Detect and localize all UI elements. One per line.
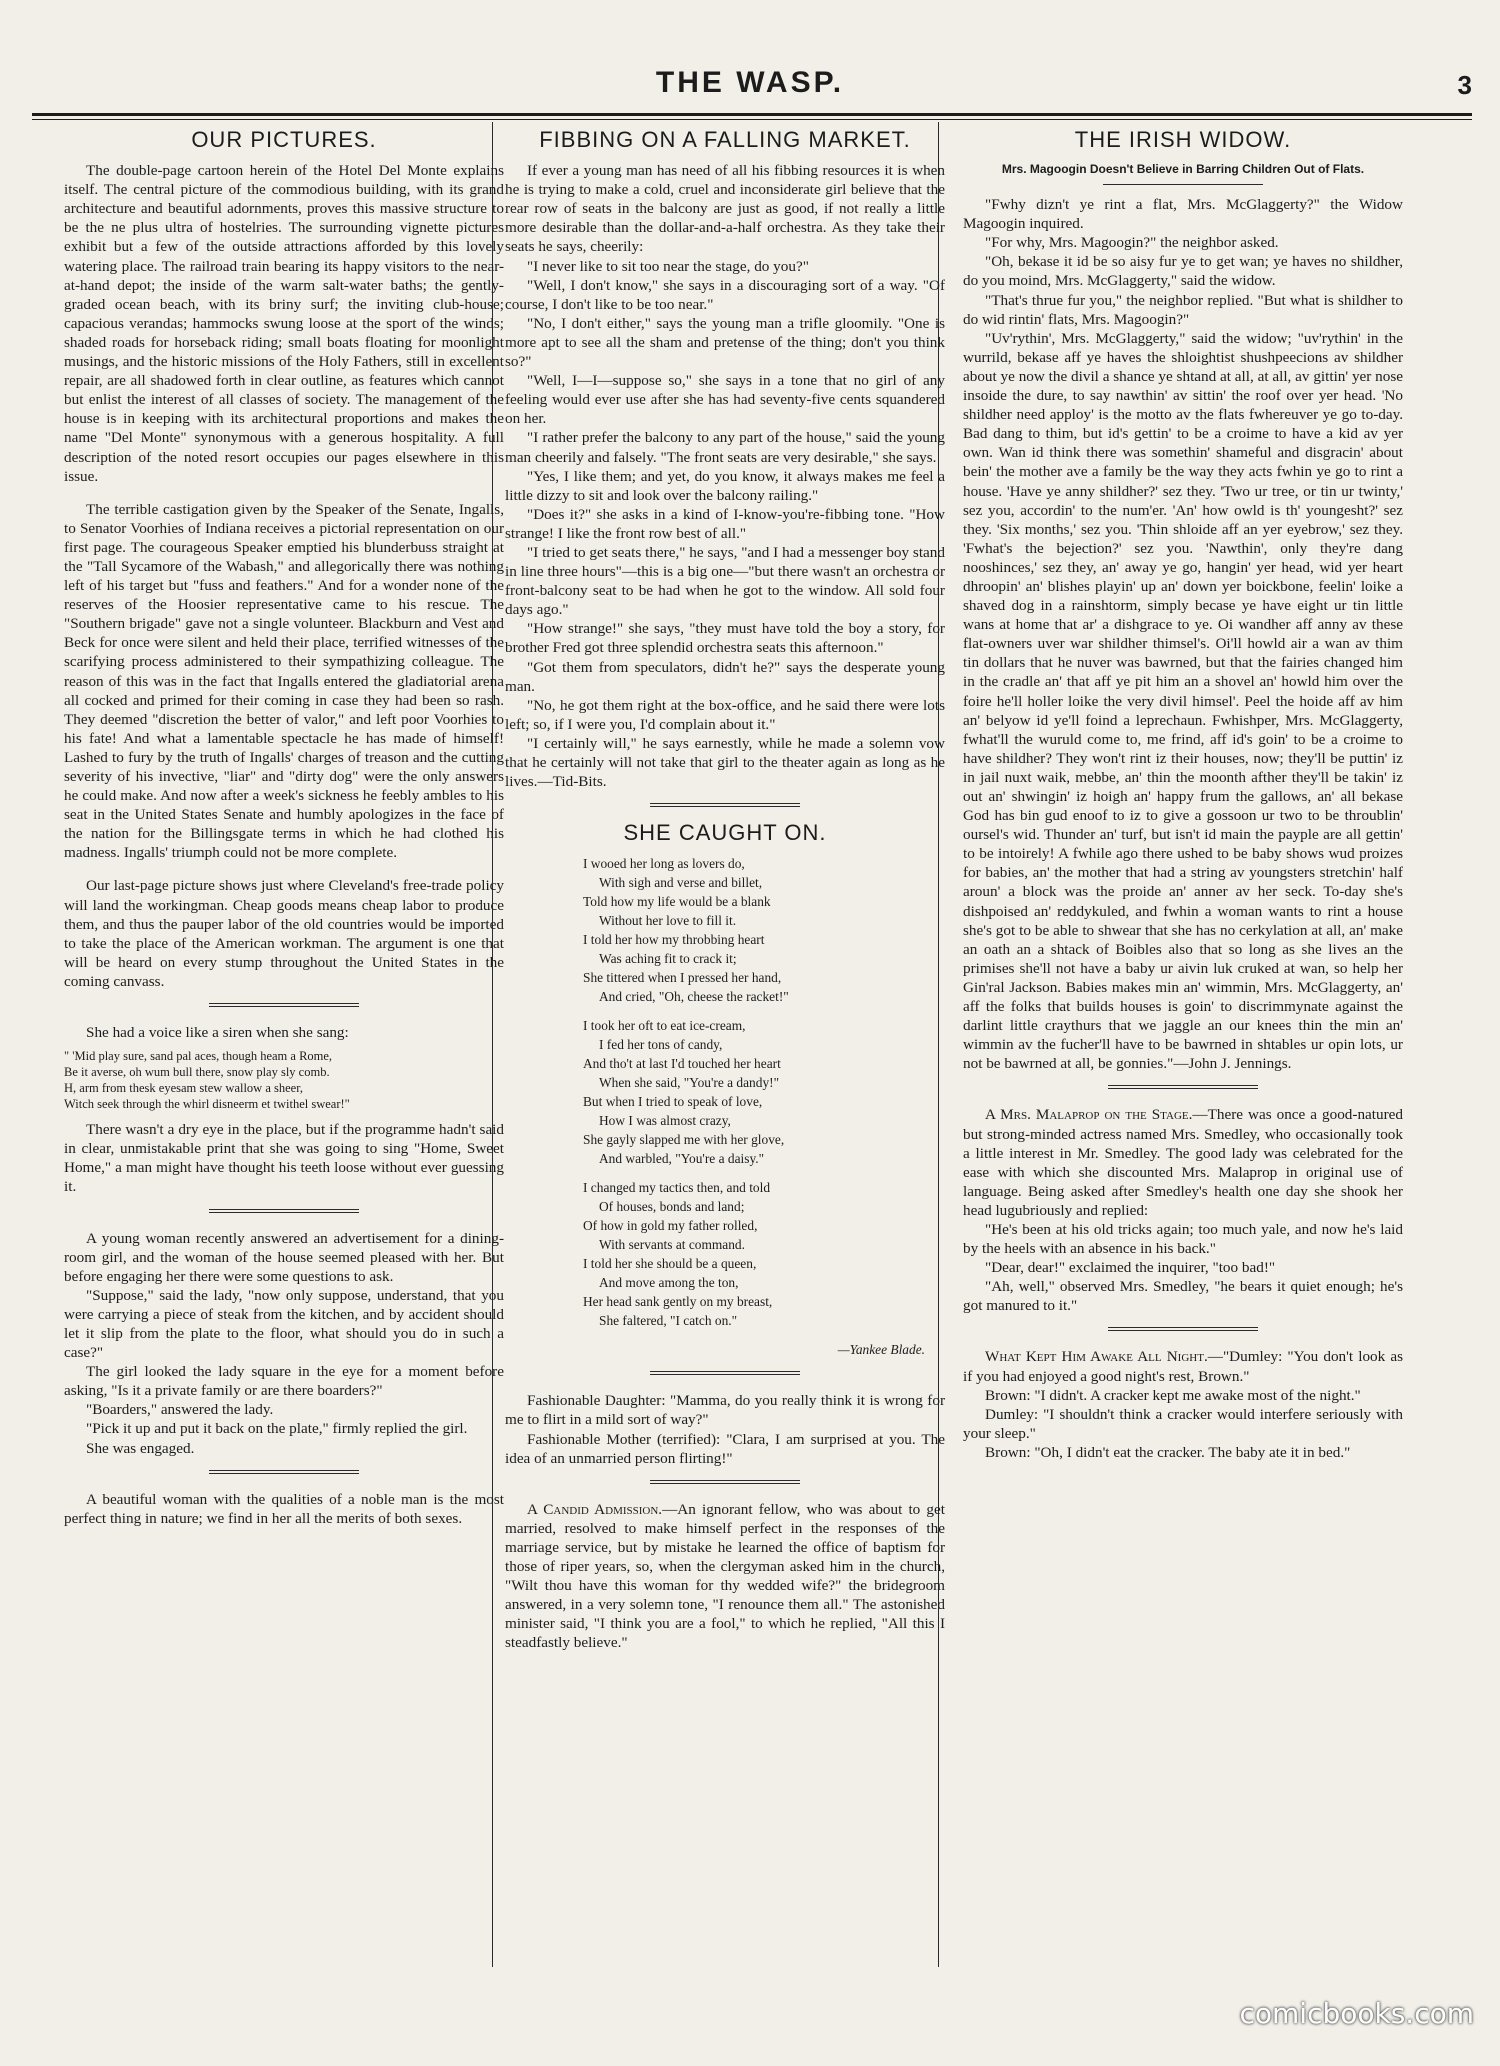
- section-divider: [209, 1209, 359, 1213]
- paragraph: "Well, I—I—suppose so," she says in a tone that no girl of any feeling would ever use after she has had seventy-five cents squandered on her.: [505, 372, 945, 428]
- section-divider: [1108, 1327, 1258, 1331]
- siren-verse: [64, 1048, 504, 1112]
- paragraph: Fashionable Mother (terrified): "Clara, I am surprised at you. The idea of an unmarried person flirting!": [505, 1430, 945, 1467]
- section-divider: [209, 1470, 359, 1474]
- paragraph-body: —An ignorant fellow, who was about to get married, resolved to make himself perfect in the responses of the marriage service, but by mistake he learned the office of baptism for those of riper years, so, when the clergyman asked him in the church, "Wilt thou have this woman for thy wedded wife?" the bridegroom answered, in a very solemn tone, "I renounce them all." The astonished minister said, "I think you are a fool," to which he replied, "All this I steadfastly believe.": [505, 1500, 945, 1652]
- verse-line: Witch seek through the whirl disneerm et twithel swear!": [64, 1097, 350, 1112]
- paragraph: "Suppose," said the lady, "now only suppose, understand, that you were carrying a piece of steak from the kitchen, and by accident should let it slip from the plate to the floor, what should you do in such a case?": [64, 1286, 504, 1362]
- paragraph: "How strange!" she says, "they must have told the boy a story, for brother Fred got three splendid orchestra seats this afternoon.": [505, 620, 945, 657]
- poem-line: But when I tried to speak of love,: [583, 1094, 763, 1110]
- poem-line: When she said, "You're a dandy!": [599, 1075, 780, 1091]
- poem-line: I fed her tons of candy,: [599, 1037, 723, 1053]
- paragraph-body: —"Dumley: "You don't look as if you had enjoyed a good night's rest, Brown.": [963, 1348, 1403, 1385]
- paragraph: [963, 1105, 1403, 1220]
- verse-line: H, arm from thesk eyesam stew wallow a sheer,: [64, 1081, 304, 1096]
- poem-stanza: [583, 854, 945, 1006]
- section-divider: [1108, 1085, 1258, 1089]
- poem-attribution: —Yankee Blade.: [837, 1342, 925, 1358]
- poem-line: She tittered when I pressed her hand,: [583, 970, 782, 986]
- paragraph: "For why, Mrs. Magoogin?" the neighbor asked.: [985, 234, 1279, 252]
- poem-line: I wooed her long as lovers do,: [583, 856, 745, 872]
- paragraph: "Pick it up and put it back on the plate," firmly replied the girl.: [86, 1420, 468, 1438]
- paragraph: "Uv'rythin', Mrs. McGlaggerty," said the widow; "uv'rythin' in the wurrild, bekase aff ye haves the shloightist shushpeecions av shildher about ye now the divil a shance ye shtand at all, at all, av gittin' yer nose insoide the dure, to say nawthin' av sittin' the roof over yer head. 'No shildher need apploy' is the motto av the flats fwhereuver ye go to-day. Bad dang to thim, but id's gettin' to be a croime to have a kid av yer own. Wan id think there was somethin' shameful and disgracin' about bein' the mother ave a family be the way they acts fwhin ye go to rint a house. 'Have ye anny shildher?' sez they. 'Two ur tree, or tin ur twinty,' sez you, accordin' to the num'er. 'An' how owld is th' youngesht?' sez they. 'Six months,' sez you. 'Thin shloide aff an yer eyebrow,' sez they. 'Fwhat's the bejection?' sez you. 'Nawthin', only they're dang nooshinces,' sez they, an' away ye go, hangin' yer head, wid yer heart dhroopin' an' blishes playin' up an' down yer boickbone, feelin' loike a shaved dog in a rainshtorm, simply becase ye have eight ur tin little wans at home that ar' a dishgrace to ye. Oi wandher aff anny av these flat-owners uver war shildher thimsel's. Oi'll howld air a wan av thim tin dollars that he nuver was bawrned, but that the fairies changed him in the cradle an' that aff ye pit him an a shovel an' howld him over the foire he'll holler loike the very divil himsel'. Peel the hoide aff av him an' belyow id ye'll foind a leprechaun. Fwhishper, Mrs. McGlaggerty, fwhat'll the wuruld come to, me frind, aff id's goin' to be a croime to have shildher? They won't rint iz their houses, now; they'll be puttin' iz in jail nuxt waik, mebbe, an' thin the moonth afther they'll be takin' iz out an' shwingin' iz hoigh an' happy frum the gallows, an' all bekase God has bin gud enoof to iz to give a gossoon ur two to be throublin' oursel's wid. Thunder an' turf, but isn't id main the payple are all gettin' to be intoirely! A fwhile ago there ushed to be baby shows wud proizes for babies, an' the mother that had a string av youngsters stretchin' half aroun' a block was the proide an' anner av her seck. To-day she's dishpoised an' reddykuled, and fwhin a woman wants to rint a house she's got to be able to shwear that she has no cerkylation at all, an' make an oath an a shtack of Boibles also that so long as she lives an the primises she'll not have a baby ur aivin luk cruked at wan, so help her Gin'ral Jackson. Babies makes min an' wimmin, Mrs. McGlaggerty, an' aff the folks that builds houses is goin' to discrimmynate against the darlint little craythurs that we jaggle an our knees thin the min an' wimmin av the fucher'll have to be bawrned in shtables ur opin lots, ur not be bawrned at all, be gonnies."—John J. Jennings.: [963, 329, 1403, 1073]
- paragraph: A beautiful woman with the qualities of a noble man is the most perfect thing in nature; we find in her all the merits of both sexes.: [64, 1490, 504, 1527]
- poem-line: She gayly slapped me with her glove,: [583, 1132, 785, 1148]
- paragraph: [505, 1500, 945, 1653]
- poem-line: How I was almost crazy,: [599, 1113, 731, 1129]
- paragraph: Our last-page picture shows just where Cleveland's free-trade policy will land the workingman. Cheap goods means cheap labor to produce them, and thus the pauper labor of the old countries would be imported to take the place of the American workman. The argument is one that will be heard on every stump throughout the United States in the coming canvass.: [64, 877, 504, 990]
- poem-line: And cried, "Oh, cheese the racket!": [599, 989, 789, 1005]
- site-watermark: comicbooks.com: [1239, 1997, 1474, 2030]
- run-in-title: What Kept Him Awake All Night.: [985, 1348, 1208, 1366]
- paragraph: [963, 1347, 1403, 1385]
- paragraph: Brown: "Oh, I didn't eat the cracker. The baby ate it in bed.": [985, 1443, 1351, 1461]
- section-divider: [1103, 184, 1263, 185]
- paragraph: The terrible castigation given by the Speaker of the Senate, Ingalls, to Senator Voorhies of Indiana receives a pictorial representation on our first page. The courageous Speaker emptied his blunderbuss straight at the "Tall Sycamore of the Wabash," and allegorically there was nothing left of his target but "fuss and feathers." And for a wonder none of the reserves of the Hoosier representative came to his rescue. The "Southern brigade" gave not a single volunteer. Blackburn and Vest and Beck for once were silent and held their place, terrified witnesses of the scarifying process administered to their sympathizing colleague. The reason of this was in the fact that Ingalls entered the gladiatorial arena all cocked and primed for their coming in case they had been so rash. They deemed "discretion the better of valor," and left poor Voorhies to his fate! And what a lamentable spectacle he has made of himself! Lashed to fury by the truth of Ingalls' charges of treason and the cutting severity of his invective, "liar" and "dirty dog" were the only answers he could make. And now after a week's sickness he feebly ambles to his seat in the United States Senate and humbly apologizes in the face of the nation for the Billingsgate terms in which he had clothed his madness. Ingalls' triumph could not be more complete.: [64, 500, 504, 862]
- column-right: [963, 122, 1403, 1952]
- poem-line: And warbled, "You're a daisy.": [599, 1151, 765, 1167]
- paragraph: She was engaged.: [86, 1439, 195, 1457]
- poem-line: Of houses, bonds and land;: [599, 1199, 745, 1215]
- paragraph: "No, I don't either," says the young man a trifle gloomily. "One is more apt to see all the sham and pretense of the thing; don't you think so?": [505, 314, 945, 371]
- section-divider: [650, 1371, 800, 1375]
- paragraph: Brown: "I didn't. A cracker kept me awake most of the night.": [985, 1386, 1361, 1404]
- paragraph: "Fwhy dizn't ye rint a flat, Mrs. McGlaggerty?" the Widow Magoogin inquired.: [963, 196, 1403, 233]
- poem-line: I told her she should be a queen,: [583, 1256, 757, 1272]
- article-heading-fibbing: FIBBING ON A FALLING MARKET.: [539, 127, 911, 152]
- section-divider: [650, 803, 800, 807]
- paragraph: "Does it?" she asks in a kind of I-know-you're-fibbing tone. "How strange! I like the front row best of all.": [505, 505, 945, 542]
- poem-line: Of how in gold my father rolled,: [583, 1218, 758, 1234]
- poem-line: And tho't at last I'd touched her heart: [583, 1056, 781, 1072]
- run-in-title: A Candid Admission.: [527, 1500, 663, 1518]
- paragraph: "Dear, dear!" exclaimed the inquirer, "too bad!": [985, 1259, 1276, 1277]
- verse-line: Be it averse, oh wum bull there, snow play sly comb.: [64, 1065, 330, 1080]
- header-rule: [32, 113, 1472, 116]
- poem-line: Told how my life would be a blank: [583, 894, 771, 910]
- paragraph: She had a voice like a siren when she sang:: [86, 1024, 349, 1042]
- poem-heading: SHE CAUGHT ON.: [623, 820, 827, 846]
- masthead: [0, 0, 1500, 115]
- paragraph: "Boarders," answered the lady.: [86, 1401, 274, 1419]
- section-divider: [209, 1003, 359, 1007]
- poem-line: With servants at command.: [599, 1237, 745, 1253]
- paragraph: A young woman recently answered an advertisement for a dining-room girl, and the woman of the house seemed pleased with her. But before engaging her there were some questions to ask.: [64, 1229, 504, 1285]
- article-heading-our-pictures: OUR PICTURES.: [191, 127, 377, 152]
- paragraph: Fashionable Daughter: "Mamma, do you really think it is wrong for me to flirt in a mild sort of way?": [505, 1392, 945, 1429]
- newspaper-title: THE WASP.: [655, 66, 845, 99]
- paragraph: "I never like to sit too near the stage, do you?": [527, 257, 809, 275]
- poem-line: She faltered, "I catch on.": [599, 1313, 738, 1329]
- article-subheading: Mrs. Magoogin Doesn't Believe in Barring Children Out of Flats.: [1001, 162, 1365, 177]
- poem-line: With sigh and verse and billet,: [599, 875, 763, 891]
- verse-line: " 'Mid play sure, sand pal aces, though heam a Rome,: [64, 1049, 333, 1064]
- poem-line: Without her love to fill it.: [599, 913, 737, 929]
- column-left: [64, 122, 504, 1952]
- page-number: 3: [1457, 70, 1472, 100]
- paragraph: "Well, I don't know," she says in a discouraging sort of a way. "Of course, I don't like to be too near.": [505, 276, 945, 313]
- paragraph-body: —There was once a good-natured but strong-minded actress named Mrs. Smedley, who occasionally took a little interest in Mr. Smedley. The good lady was celebrated for the ease with which she discounted Mrs. Malaprop in original use of language. Being asked after Smedley's health one day she shook her head lugubriously and replied:: [963, 1106, 1403, 1219]
- paragraph: "That's thrue fur you," the neighbor replied. "But what is shildher to do wid rintin' flats, Mrs. Magoogin?": [963, 291, 1403, 328]
- paragraph: Dumley: "I shouldn't think a cracker would interfere seriously with your sleep.": [963, 1405, 1403, 1442]
- column-middle: [505, 122, 945, 1952]
- poem: [505, 854, 945, 1330]
- poem-line: And move among the ton,: [599, 1275, 739, 1291]
- poem-line: I took her oft to eat ice-cream,: [583, 1018, 746, 1034]
- paragraph: "Yes, I like them; and yet, do you know, it always makes me feel a little dizzy to sit and look over the balcony railing.": [505, 467, 945, 504]
- poem-line: I told her how my throbbing heart: [583, 932, 765, 948]
- section-divider: [650, 1480, 800, 1484]
- poem-line: Was aching fit to crack it;: [599, 951, 737, 967]
- paragraph: "He's been at his old tricks again; too much yale, and now he's laid by the heels with an absence in his back.": [963, 1220, 1403, 1258]
- paragraph: "Oh, bekase it id be so aisy fur ye to get wan; ye haves no shildher, do you moind, Mrs. McGlaggerty," said the widow.: [963, 253, 1403, 290]
- article-heading-irish-widow: THE IRISH WIDOW.: [1074, 127, 1292, 152]
- poem-line: Her head sank gently on my breast,: [583, 1294, 773, 1310]
- paragraph: If ever a young man has need of all his fibbing resources it is when he is trying to make a cold, cruel and inconsiderate girl believe that the rear row of seats in the balcony are just as good, if not really a little more desirable than the dollar-and-a-half orchestra. As they take their seats he says, cheerily:: [505, 162, 945, 256]
- paragraph: "I tried to get seats there," he says, "and I had a messenger boy stand in line three hours"—this is a big one—"but there wasn't an orchestra or front-balcony seat to be had when he got to the window. All sold four days ago.": [505, 543, 945, 619]
- paragraph: "I rather prefer the balcony to any part of the house," said the young man cheerily and falsely. "The front seats are very desirable," she says.: [505, 429, 945, 466]
- paragraph: "Got them from speculators, didn't he?" says the desperate young man.: [505, 658, 945, 695]
- run-in-title: A Mrs. Malaprop on the Stage.: [985, 1106, 1193, 1124]
- paragraph: "No, he got them right at the box-office, and he said there were lots left; so, if I were you, I'd complain about it.": [505, 696, 945, 733]
- header-rule-thin: [32, 119, 1472, 120]
- paragraph: There wasn't a dry eye in the place, but if the programme hadn't said in clear, unmistakable print that she was going to sing "Home, Sweet Home," a man might have thought his teeth loose without ever guessing it.: [64, 1121, 504, 1196]
- paragraph: "I certainly will," he says earnestly, while he made a solemn vow that he certainly will not take that girl to the theater again as long as he lives.—Tid-Bits.: [505, 734, 945, 791]
- poem-stanza: [583, 1016, 945, 1168]
- paragraph: "Ah, well," observed Mrs. Smedley, "he bears it quiet enough; he's got manured to it.": [963, 1278, 1403, 1315]
- paragraph: The double-page cartoon herein of the Hotel Del Monte explains itself. The central picture of the commodious building, with its grand architecture and beautiful adornments, proves this massive structure to be the ne plus ultra of hostelries. The surrounding vignette pictures exhibit but a few of the outside attractions afforded by this lovely watering place. The railroad train bearing its happy visitors to the near-at-hand depot; the inside of the warm salt-water baths; the gently-graded ocean beach, with its briny surf; the inviting club-house; capacious verandas; hammocks swung loose at the sport of the winds; shaded roads for horseback riding; small boats floating for moonlight musings, and the historic missions of the Holy Fathers, still in excellent repair, are all shadowed forth in clear outline, as features which cannot but enlist the interest of all classes of society. The management of the house is in keeping with its architectural proportions and makes the name "Del Monte" synonymous with a generous hospitality. A full description of the noted resort occupies our pages elsewhere in this issue.: [64, 162, 504, 485]
- poem-line: I changed my tactics then, and told: [583, 1180, 771, 1196]
- paragraph: The girl looked the lady square in the eye for a moment before asking, "Is it a private family or are there boarders?": [64, 1363, 504, 1400]
- poem-stanza: [583, 1178, 945, 1330]
